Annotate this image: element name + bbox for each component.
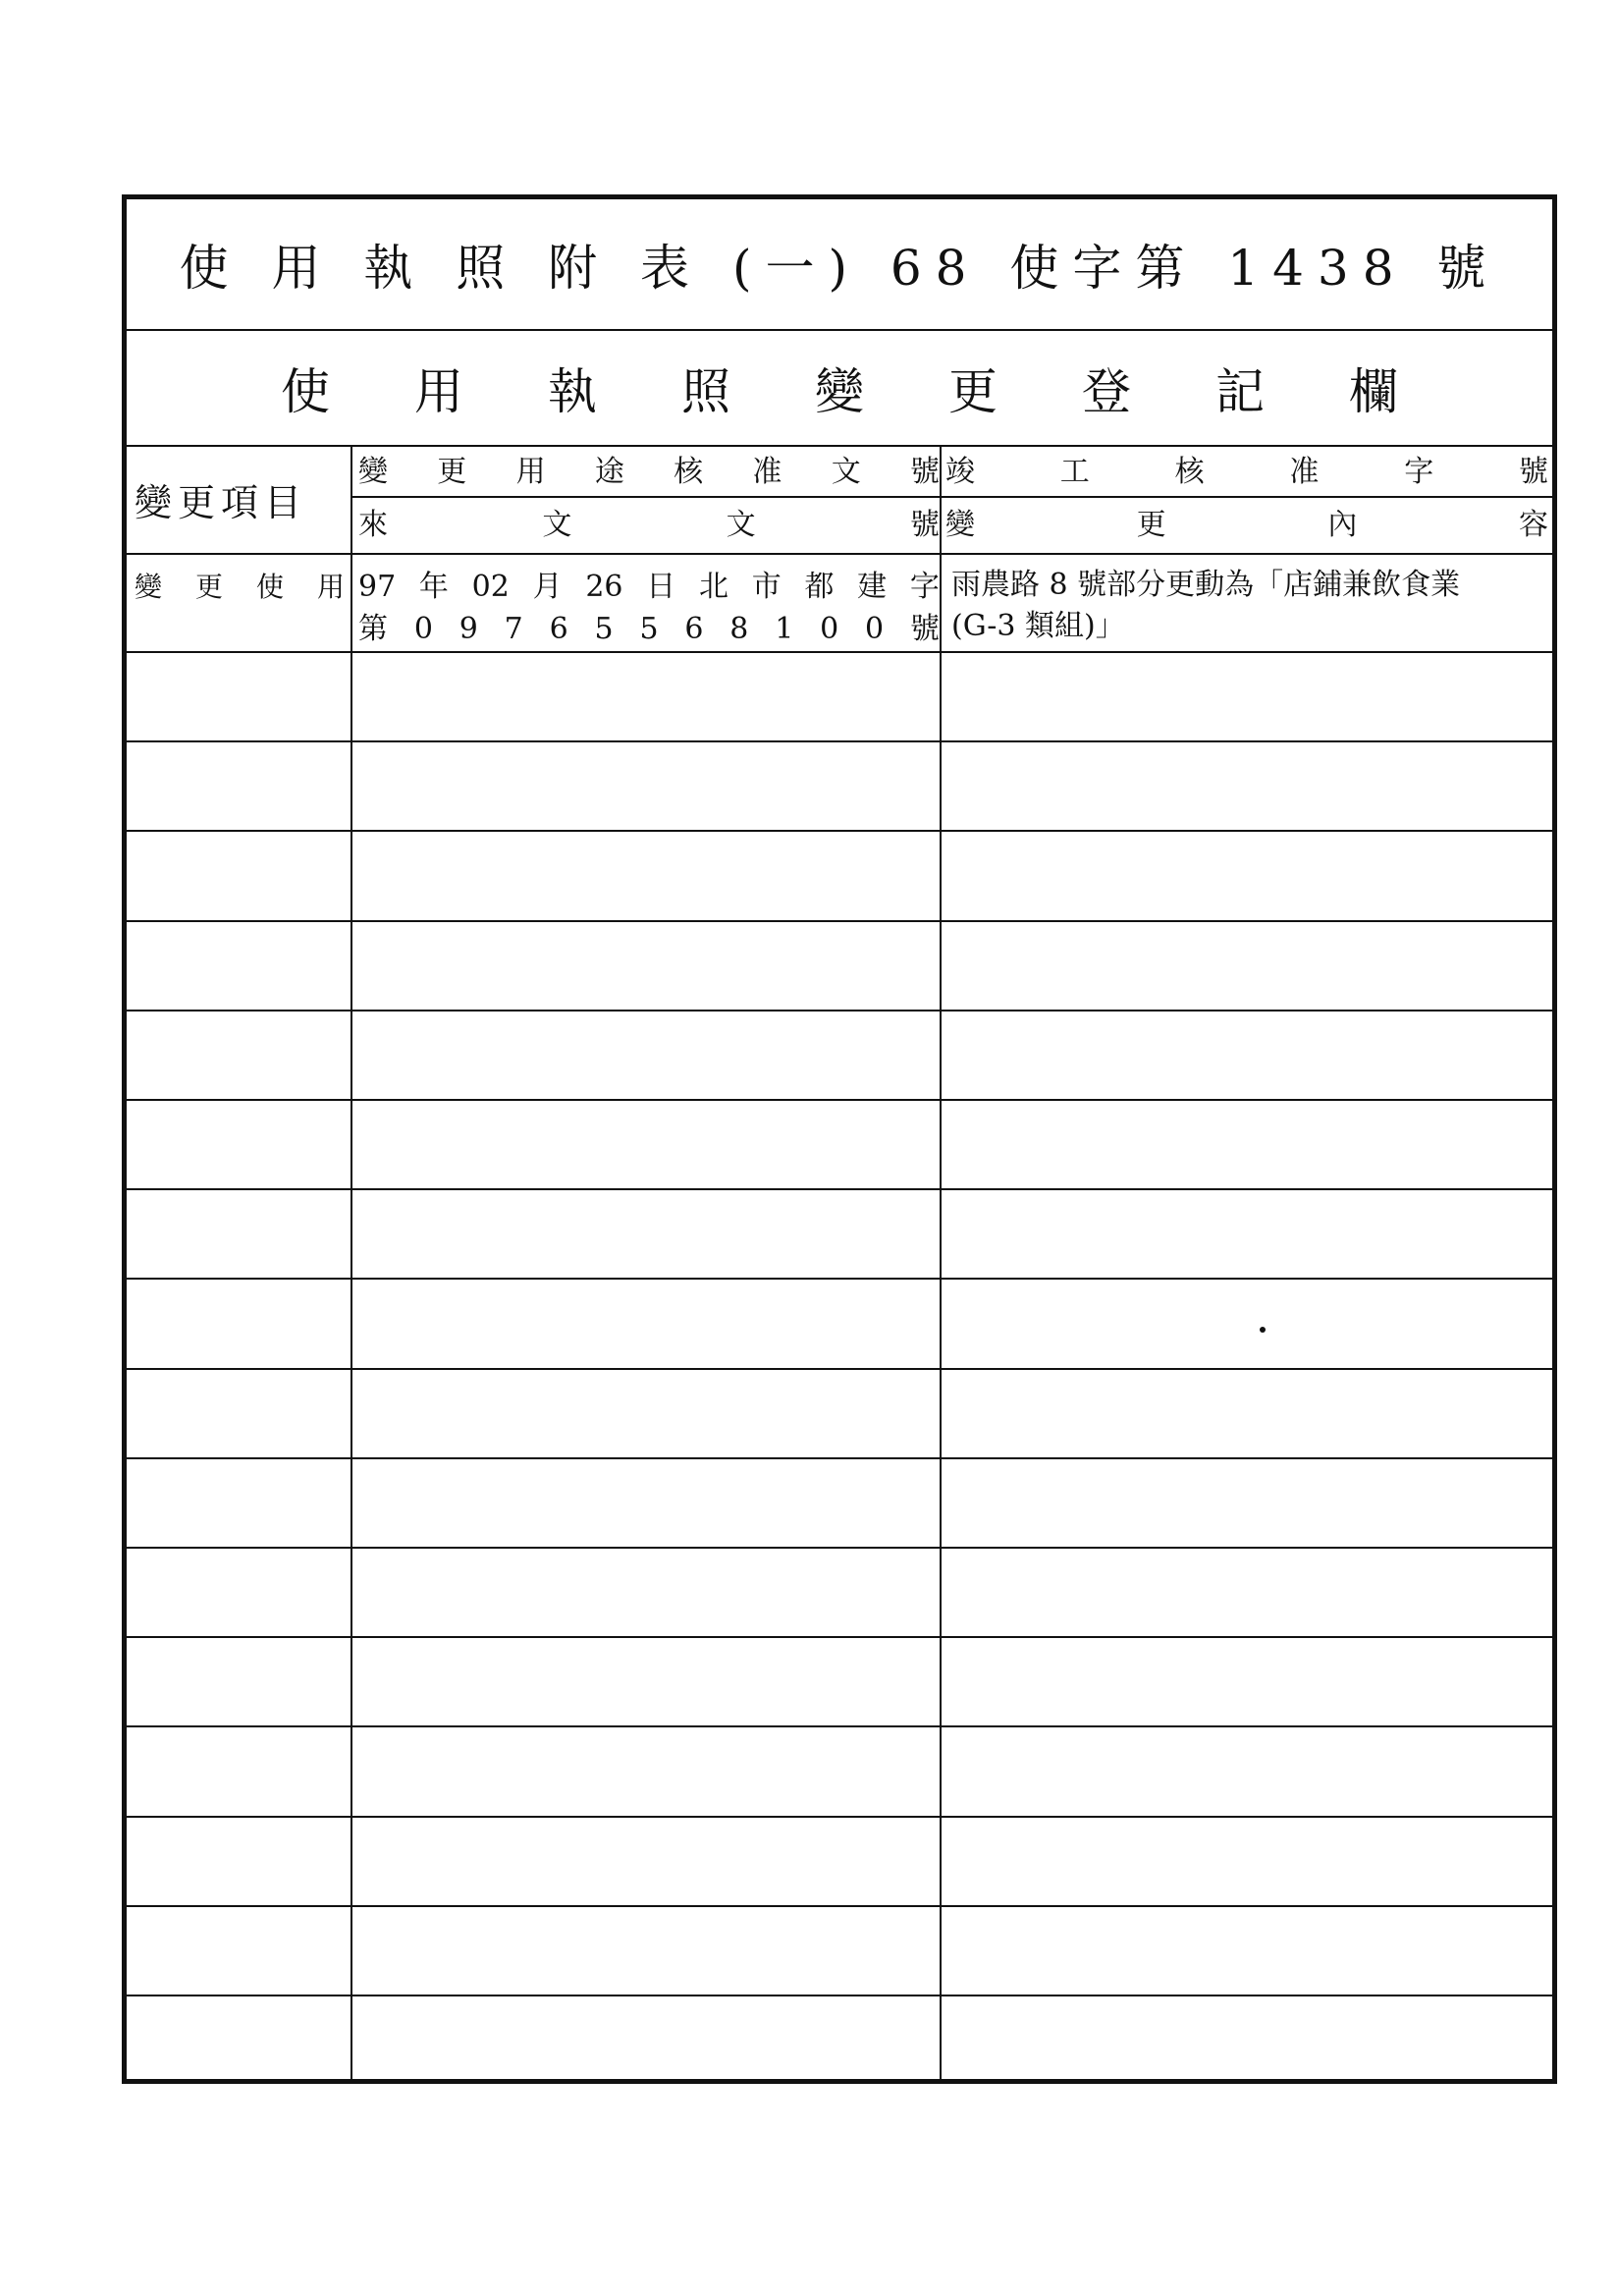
approval-doc-char: 准 — [752, 455, 782, 489]
doc-line1-char: 市 — [751, 570, 782, 604]
doc-line1-char: 26 — [585, 570, 623, 604]
incoming-doc-char: 文 — [542, 508, 572, 542]
doc-line2-char: 5 — [594, 612, 614, 646]
row-rule — [127, 651, 1552, 653]
doc-line2-char: 6 — [684, 612, 704, 646]
row-rule — [127, 1547, 1552, 1549]
doc-line2-char: 0 — [820, 612, 839, 646]
doc-line2-char: 0 — [865, 612, 885, 646]
row-rule — [127, 1010, 1552, 1011]
incoming-doc-char: 來 — [358, 508, 388, 542]
entry-doc-line1 — [358, 568, 940, 607]
row-rule — [127, 1636, 1552, 1638]
header-bottom-rule — [127, 553, 1552, 555]
row-rule — [127, 920, 1552, 922]
approval-doc-char: 變 — [358, 455, 388, 489]
column-divider — [351, 447, 352, 2079]
change-content-char: 更 — [1136, 508, 1166, 542]
incoming-doc-char: 號 — [909, 508, 940, 542]
completion-approval-char: 字 — [1404, 455, 1434, 489]
row-rule — [127, 1368, 1552, 1370]
doc-line2-char: 6 — [549, 612, 568, 646]
row-rule — [127, 1816, 1552, 1818]
entry-doc-line2 — [358, 610, 940, 649]
entry-content-line1: 雨農路 8 號部分更動為「店鋪兼飲食業 — [951, 568, 1461, 602]
row-rule — [127, 740, 1552, 742]
row-rule — [127, 1725, 1552, 1727]
doc-line2-char: 5 — [639, 612, 659, 646]
doc-line1-char: 月 — [532, 570, 563, 604]
entry-item-char: 用 — [316, 571, 345, 603]
col-header-approval-doc — [358, 451, 940, 494]
doc-line2-char: 8 — [729, 612, 749, 646]
doc-line2-char: 1 — [775, 612, 794, 646]
completion-approval-char: 准 — [1289, 455, 1320, 489]
doc-line2-char: 第 — [358, 612, 388, 646]
completion-approval-char: 核 — [1174, 455, 1205, 489]
row-rule — [127, 830, 1552, 832]
entry-content-line2: (G-3 類組)」 — [951, 609, 1125, 643]
change-content-char: 容 — [1518, 508, 1548, 542]
entry-item-char: 更 — [194, 571, 223, 603]
change-content-char: 內 — [1327, 508, 1358, 542]
form-subtitle: 使用執照變更登記欄 — [127, 331, 1552, 447]
completion-approval-char: 號 — [1518, 455, 1548, 489]
license-attachment-form — [122, 194, 1557, 2084]
doc-line2-char: 號 — [909, 612, 940, 646]
doc-line1-char: 年 — [418, 570, 449, 604]
approval-doc-char: 途 — [594, 455, 624, 489]
col-header-item: 變更項目 — [135, 481, 308, 524]
doc-line1-char: 都 — [804, 570, 835, 604]
row-rule — [127, 1905, 1552, 1907]
doc-line2-char: 7 — [504, 612, 523, 646]
entry-item-char: 使 — [255, 571, 284, 603]
row-rule — [127, 1278, 1552, 1280]
row-rule — [127, 1995, 1552, 1996]
completion-approval-char: 工 — [1059, 455, 1090, 489]
completion-approval-char: 竣 — [945, 455, 975, 489]
doc-line1-char: 日 — [646, 570, 676, 604]
col-header-incoming-doc — [358, 504, 940, 547]
approval-doc-char: 號 — [909, 455, 940, 489]
row-rule — [127, 1188, 1552, 1190]
doc-line2-char: 9 — [458, 612, 478, 646]
incoming-doc-char: 文 — [726, 508, 756, 542]
header-subdivider — [351, 496, 1552, 498]
approval-doc-char: 核 — [674, 455, 704, 489]
doc-line1-char: 02 — [471, 570, 510, 604]
doc-line1-char: 字 — [909, 570, 940, 604]
col-header-completion-approval — [945, 451, 1548, 494]
doc-line2-char: 0 — [413, 612, 433, 646]
approval-doc-char: 更 — [437, 455, 467, 489]
approval-doc-char: 用 — [515, 455, 546, 489]
col-header-change-content — [945, 504, 1548, 547]
form-title: 使 用 執 照 附 表 (一) 68 使字第 1438 號 — [127, 199, 1552, 331]
doc-line1-char: 97 — [358, 570, 397, 604]
doc-line1-char: 建 — [857, 570, 888, 604]
change-content-char: 變 — [945, 508, 975, 542]
row-rule — [127, 1099, 1552, 1101]
entry-item — [135, 568, 345, 607]
stray-mark — [1260, 1327, 1266, 1333]
row-rule — [127, 1457, 1552, 1459]
doc-line1-char: 北 — [698, 570, 728, 604]
approval-doc-char: 文 — [831, 455, 861, 489]
column-divider — [940, 447, 942, 2079]
entry-item-char: 變 — [135, 571, 163, 603]
